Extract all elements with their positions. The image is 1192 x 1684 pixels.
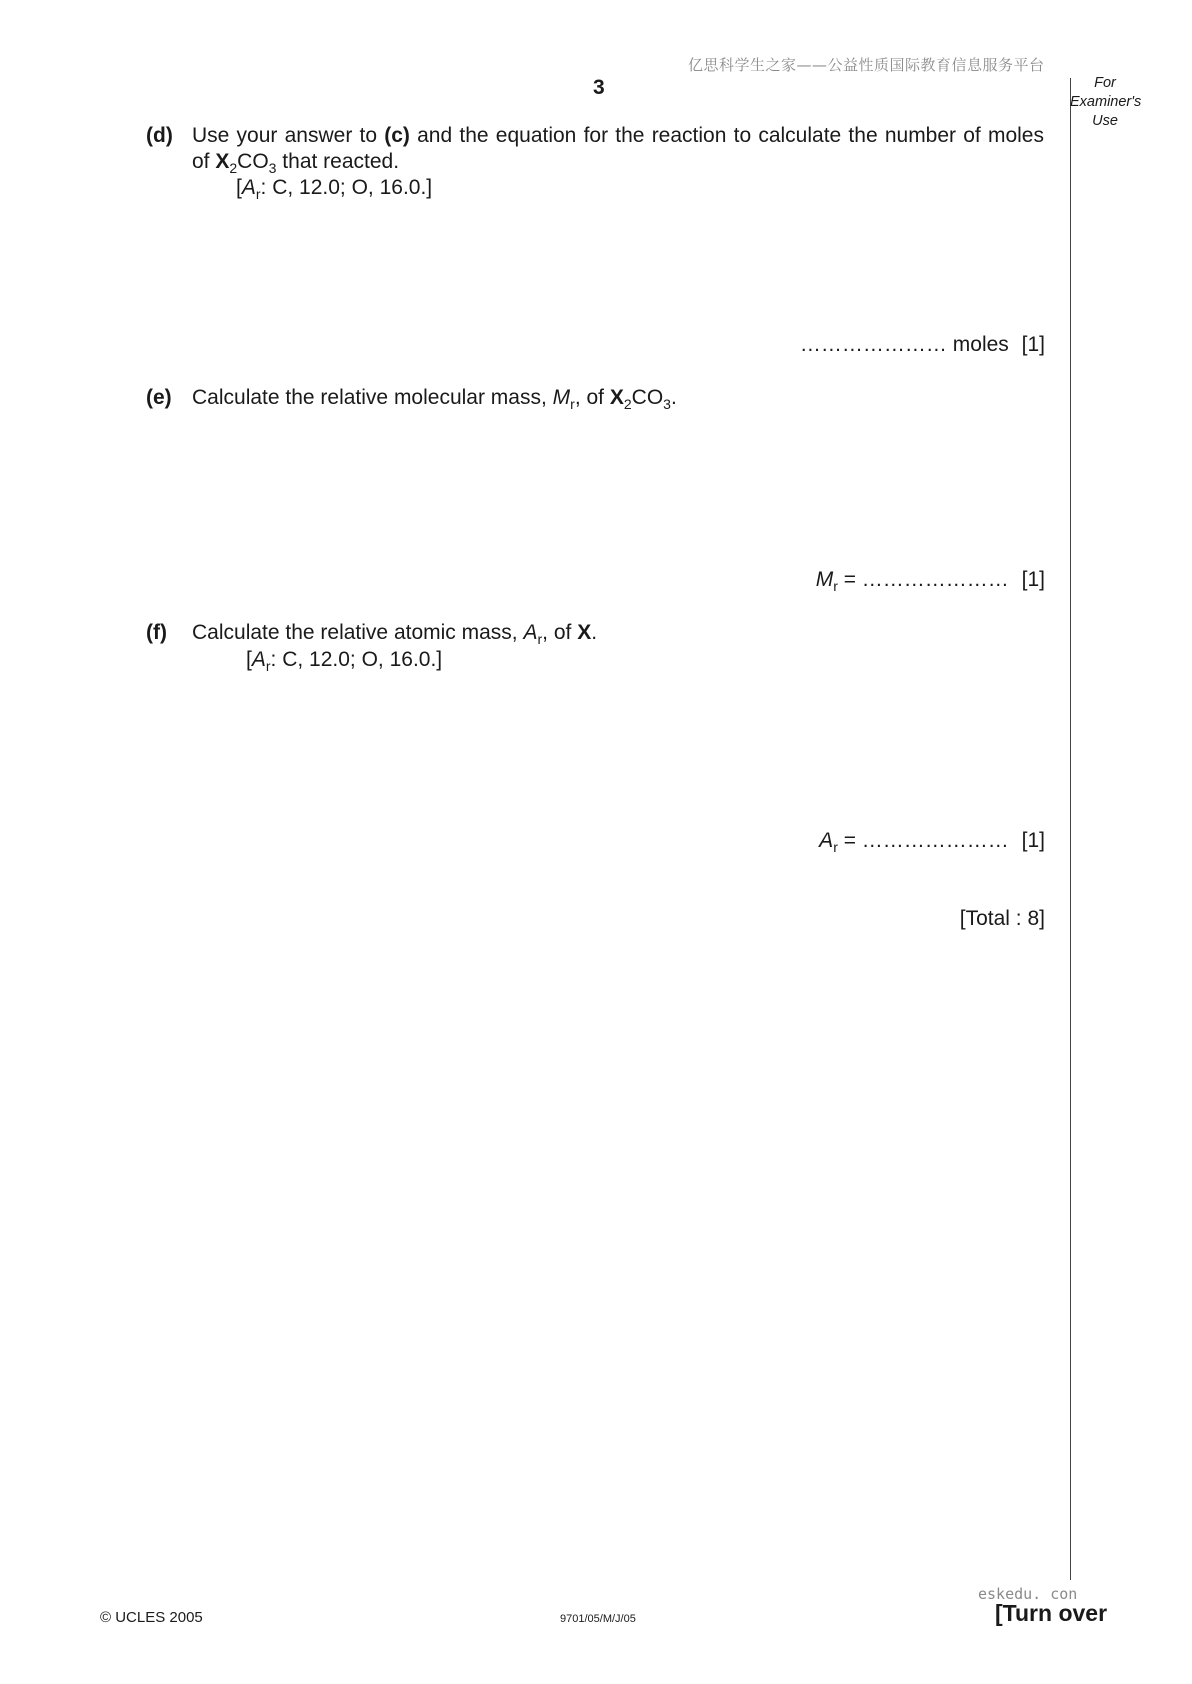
ar-symbol: A	[251, 648, 266, 671]
question-e-label: (e)	[146, 386, 172, 409]
total-marks: [Total : 8]	[959, 907, 1045, 930]
formula-subscript-3: 3	[268, 160, 277, 176]
element-x: X	[577, 621, 592, 644]
answer-line-f	[819, 829, 1045, 853]
ar-subscript: r	[265, 658, 271, 674]
ar-symbol: A	[241, 176, 256, 199]
formula-subscript-2: 2	[229, 160, 238, 176]
question-d-text-a: Use your answer to	[192, 124, 385, 147]
bracket-open: [	[236, 176, 242, 199]
answer-d-unit: moles	[952, 333, 1009, 356]
question-f-label: (f)	[146, 621, 167, 644]
formula-co: CO	[631, 386, 664, 409]
question-d-ref: (c)	[384, 124, 410, 147]
formula-x: X	[609, 386, 624, 409]
question-f-text	[192, 620, 597, 646]
ar-symbol: A	[523, 621, 538, 644]
page-number: 3	[593, 76, 605, 99]
question-e-text-c: .	[670, 386, 677, 409]
mr-symbol: M	[552, 386, 571, 409]
ar-subscript: r	[255, 186, 261, 202]
question-e-text	[192, 385, 677, 411]
examiner-line-2: Examiner's	[1070, 94, 1142, 110]
question-e-text-a: Calculate the relative molecular mass,	[192, 386, 553, 409]
question-d-text-c: that reacted.	[276, 150, 400, 173]
answer-d-dots: …………………	[799, 333, 947, 356]
footer-watermark: eskedu. con	[978, 1585, 1078, 1603]
footer-paper-code: 9701/05/M/J/05	[560, 1613, 636, 1625]
footer-copyright: © UCLES 2005	[100, 1609, 203, 1626]
question-d-text-b: and the equation for the reaction to calculate the number of moles of	[192, 124, 1044, 173]
formula-subscript-3: 3	[663, 396, 671, 412]
ar-values: : C, 12.0; O, 16.0.]	[270, 648, 443, 671]
question-f-text-a: Calculate the relative atomic mass,	[192, 621, 524, 644]
question-d-text	[192, 123, 1044, 175]
answer-e-marks: [1]	[1021, 568, 1045, 591]
question-f-data	[246, 647, 442, 673]
examiner-line-3: Use	[1092, 113, 1118, 129]
turn-over-label: [Turn over	[995, 1600, 1108, 1626]
header-watermark: 亿思科学生之家——公益性质国际教育信息服务平台	[688, 56, 1045, 74]
ar-values: : C, 12.0; O, 16.0.]	[260, 176, 433, 199]
formula-co: CO	[237, 150, 269, 173]
examiner-margin-rule	[1070, 78, 1071, 1580]
examiner-use-label	[1070, 74, 1140, 131]
answer-f-subscript: r	[833, 839, 838, 855]
mr-subscript: r	[570, 396, 575, 412]
bracket-open: [	[246, 648, 252, 671]
answer-e-dots: = …………………	[837, 568, 1009, 591]
answer-d-marks: [1]	[1021, 333, 1045, 356]
answer-e-subscript: r	[833, 578, 838, 594]
formula-x: X	[215, 150, 230, 173]
answer-f-marks: [1]	[1021, 829, 1045, 852]
question-d-data	[236, 175, 432, 201]
formula-subscript-2: 2	[623, 396, 632, 412]
answer-f-dots: = …………………	[837, 829, 1009, 852]
answer-line-e	[816, 568, 1045, 592]
answer-f-symbol: A	[819, 829, 834, 852]
answer-line-d	[800, 333, 1045, 357]
examiner-line-1: For	[1094, 75, 1116, 91]
question-f-text-b: , of	[542, 621, 578, 644]
question-d-label: (d)	[146, 124, 173, 147]
ar-subscript: r	[537, 631, 543, 647]
question-e-text-b: , of	[574, 386, 610, 409]
question-f-text-c: .	[591, 621, 598, 644]
answer-e-symbol: M	[815, 568, 834, 591]
